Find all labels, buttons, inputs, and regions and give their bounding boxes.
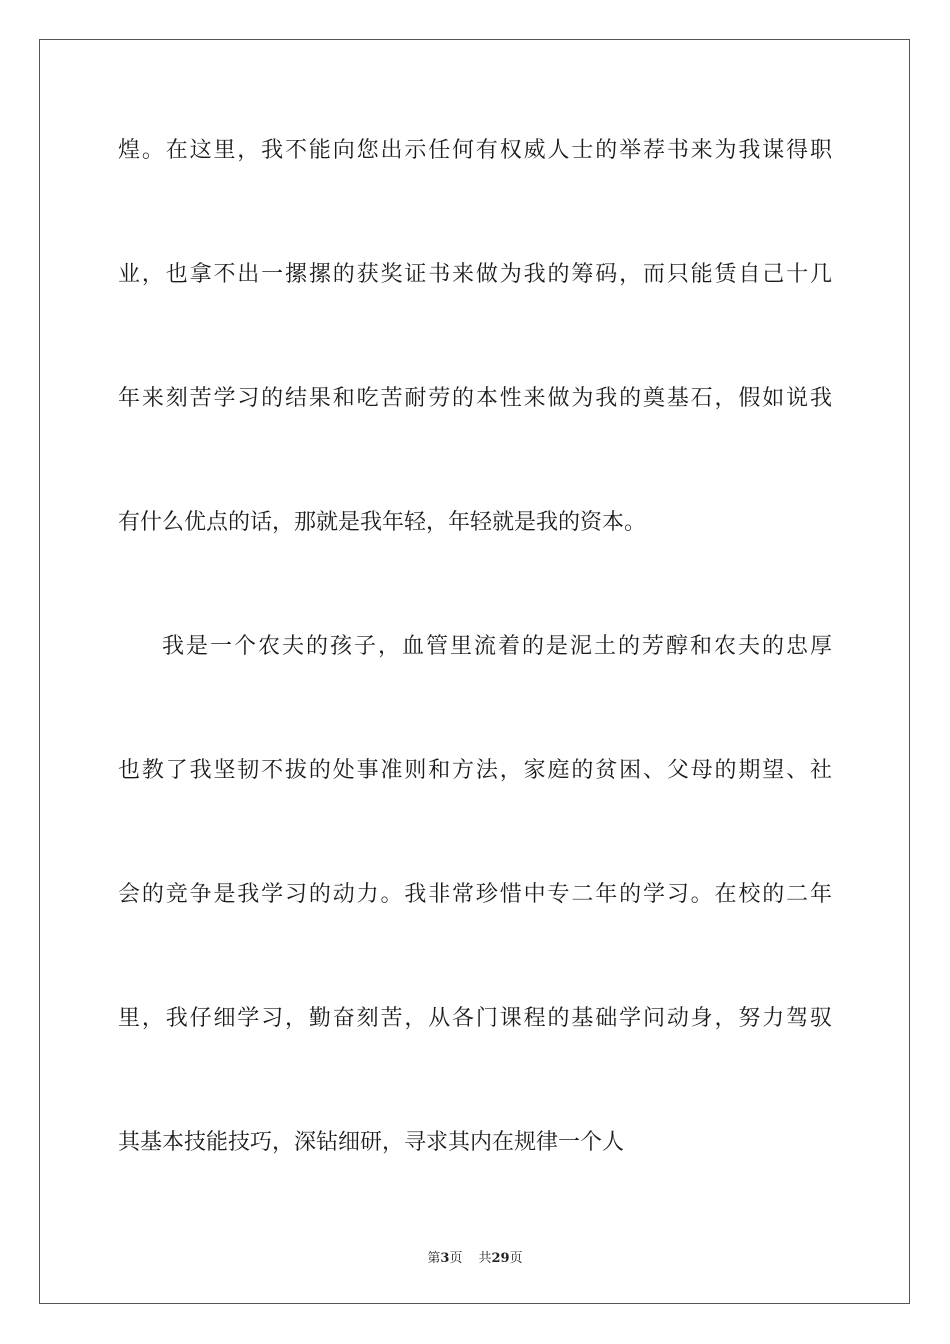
page-border xyxy=(39,39,910,1304)
page-prefix: 第 xyxy=(427,1251,441,1266)
page-number-footer xyxy=(0,1247,950,1266)
body-text-line: 年来刻苦学习的结果和吃苦耐劳的本性来做为我的奠基石，假如说我 xyxy=(118,386,832,411)
body-text-line: 会的竞争是我学习的动力。我非常珍惜中专二年的学习。在校的二年 xyxy=(118,882,832,907)
body-text-line: 其基本技能技巧，深钻细研，寻求其内在规律一个人 xyxy=(118,1130,625,1155)
total-page-count: 29 xyxy=(491,1251,510,1266)
paragraph-first-line: 我是一个农夫的孩子，血管里流着的是泥土的芳醇和农夫的忠厚 xyxy=(162,634,832,659)
body-text-line: 煌。在这里，我不能向您出示任何有权威人士的举荐书来为我谋得职 xyxy=(118,138,832,163)
current-page-number: 3 xyxy=(440,1251,450,1266)
body-text-line: 里，我仔细学习，勤奋刻苦，从各门课程的基础学问动身，努力驾驭 xyxy=(118,1006,832,1031)
body-text-line: 也教了我坚韧不拔的处事准则和方法，家庭的贫困、父母的期望、社 xyxy=(118,758,832,783)
total-prefix: 共 xyxy=(478,1251,492,1266)
total-suffix: 页 xyxy=(509,1251,523,1266)
body-text-line: 业，也拿不出一摞摞的获奖证书来做为我的筹码，而只能赁自己十几 xyxy=(118,262,832,287)
body-text-line: 有什么优点的话，那就是我年轻，年轻就是我的资本。 xyxy=(118,510,647,535)
page-suffix: 页 xyxy=(449,1251,463,1266)
